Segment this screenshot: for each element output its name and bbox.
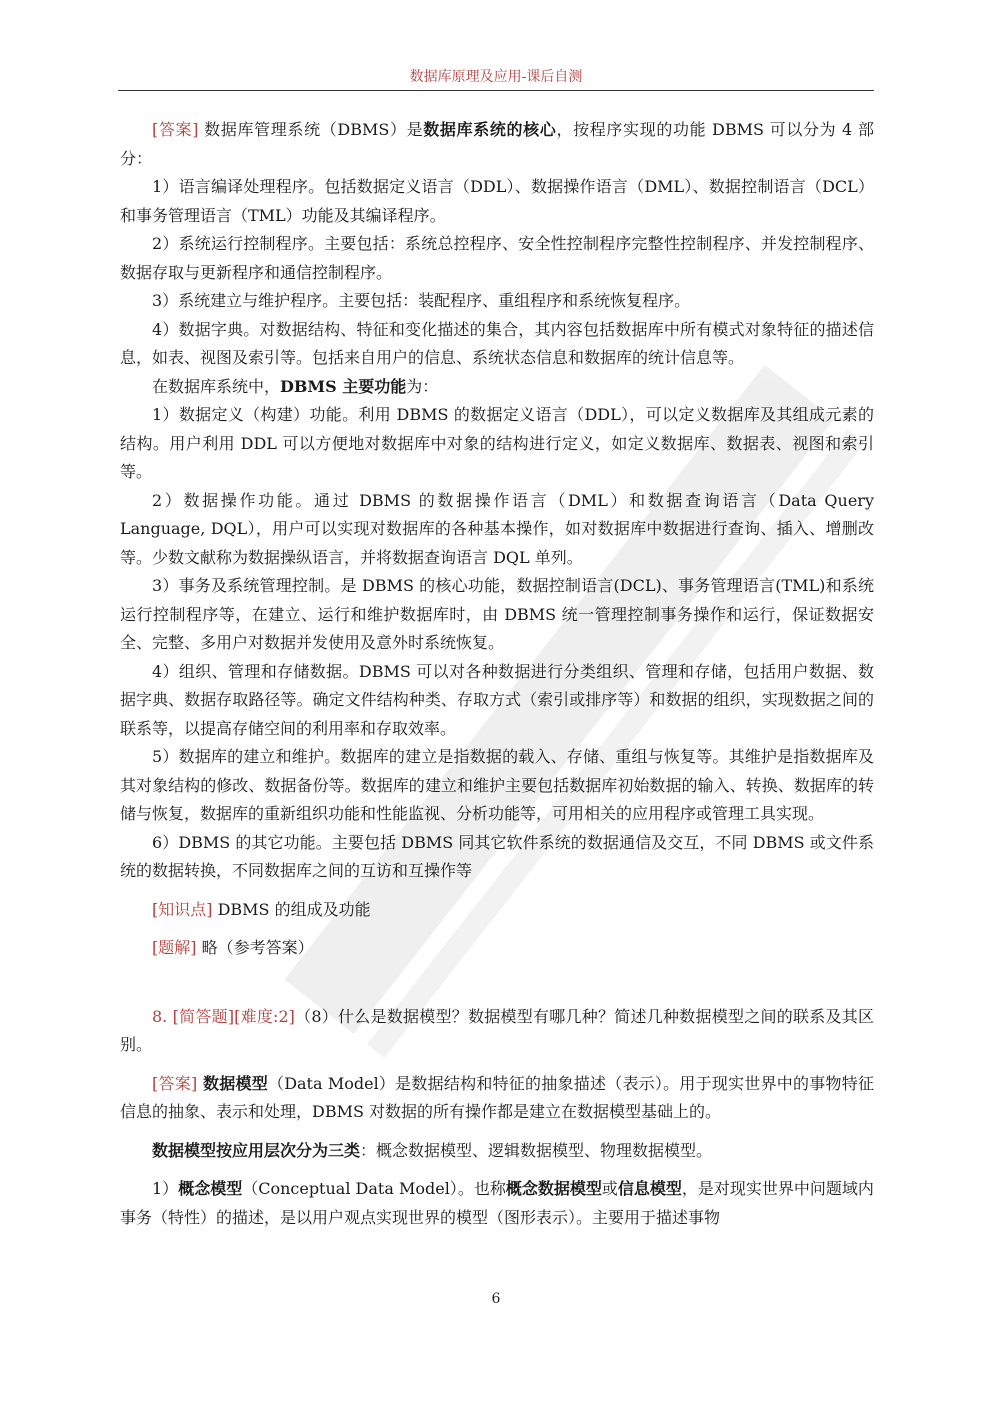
- solution: [题解] 略（参考答案）: [152, 938, 314, 957]
- running-header: 数据库原理及应用-课后自测: [409, 69, 583, 85]
- functions-intro: 在数据库系统中，DBMS 主要功能为：: [152, 376, 439, 396]
- knowledge-point: [知识点] DBMS 的组成及功能: [152, 899, 371, 919]
- answer-tag: [答案]: [152, 120, 199, 139]
- function-3: 3）事务及系统管理控制。是 DBMS 的核心功能，数据控制语言(DCL)、事务管理语言(TML)和系统运行控制程序等，在建立、运行和维护数据库时，由 DBMS 统一管理控制事务操作和运行，保证数据安全、完整、多用户对数据并发使用及意外时系统恢复。: [120, 576, 874, 652]
- function-4: 4）组织、管理和存储数据。DBMS 可以对各种数据进行分类组织、管理和存储，包括用户数据、数据字典、数据存取路径等。确定文件结构种类、存取方式（索引或排序等）和数据的组织，实现数据之间的联系等，以提高存储空间的利用率和存取效率。: [120, 661, 874, 738]
- function-6: 6）DBMS 的其它功能。主要包括 DBMS 同其它软件系统的数据通信及交互，不同 DBMS 或文件系统的数据转换，不同数据库之间的互访和互操作等: [120, 832, 874, 880]
- conceptual-model: 1）概念模型（Conceptual Data Model）。也称概念数据模型或信息模型，是对现实世界中问题域内事务（特性）的描述，是以用户观点实现世界的模型（图形表示）。主要用于描述事物: [120, 1179, 874, 1227]
- page-number: 6: [491, 1291, 501, 1307]
- model-classes: 数据模型按应用层次分为三类：概念数据模型、逻辑数据模型、物理数据模型。: [152, 1140, 713, 1160]
- header-rule: [118, 90, 874, 91]
- document-body: [120, 116, 874, 1232]
- function-5: 5）数据库的建立和维护。数据库的建立是指数据的载入、存储、重组与恢复等。其维护是指数据库及其对象结构的修改、数据备份等。数据库的建立和维护主要包括数据库初始数据的输入、转换、数据库的转储与恢复，数据库的重新组织功能和性能监视、分析功能等，可用相关的应用程序或管理工具实现。: [120, 747, 874, 823]
- component-1: 1）语言编译处理程序。包括数据定义语言（DDL）、数据操作语言（DML）、数据控制语言（DCL）和事务管理语言（TML）功能及其编译程序。: [120, 177, 874, 225]
- component-2: 2）系统运行控制程序。主要包括：系统总控程序、安全性控制程序完整性控制程序、并发控制程序、数据存取与更新程序和通信控制程序。: [120, 234, 874, 282]
- function-1: 1）数据定义（构建）功能。利用 DBMS 的数据定义语言（DDL），可以定义数据库及其组成元素的结构。用户利用 DDL 可以方便地对数据库中对象的结构进行定义，如定义数据库、数据表、视图和索引等。: [120, 405, 874, 481]
- function-2: 2）数据操作功能。通过 DBMS 的数据操作语言（DML）和数据查询语言（Data Query Language, DQL），用户可以实现对数据库的各种基本操作，如对数据库中数据进行查询、插入、增删改等。少数文献称为数据操纵语言，并将数据查询语言 DQL 单列。: [120, 490, 874, 567]
- component-4: 4）数据字典。对数据结构、特征和变化描述的集合，其内容包括数据库中所有模式对象特征的描述信息，如表、视图及索引等。包括来自用户的信息、系统状态信息和数据库的统计信息等。: [120, 319, 874, 367]
- question-8: 8. [简答题][难度:2]（8）什么是数据模型？数据模型有哪几种？简述几种数据模型之间的联系及其区别。: [120, 1006, 874, 1054]
- answer-2: [答案] 数据模型（Data Model）是数据结构和特征的抽象描述（表示）。用于现实世界中的事物特征信息的抽象、表示和处理，DBMS 对数据的所有操作都是建立在数据模型基础上的。: [120, 1073, 874, 1121]
- component-3: 3）系统建立与维护程序。主要包括：装配程序、重组程序和系统恢复程序。: [152, 291, 691, 310]
- answer-paragraph: [答案] 数据库管理系统（DBMS）是数据库系统的核心，按程序实现的功能 DBMS 可以分为 4 部分：: [120, 120, 874, 168]
